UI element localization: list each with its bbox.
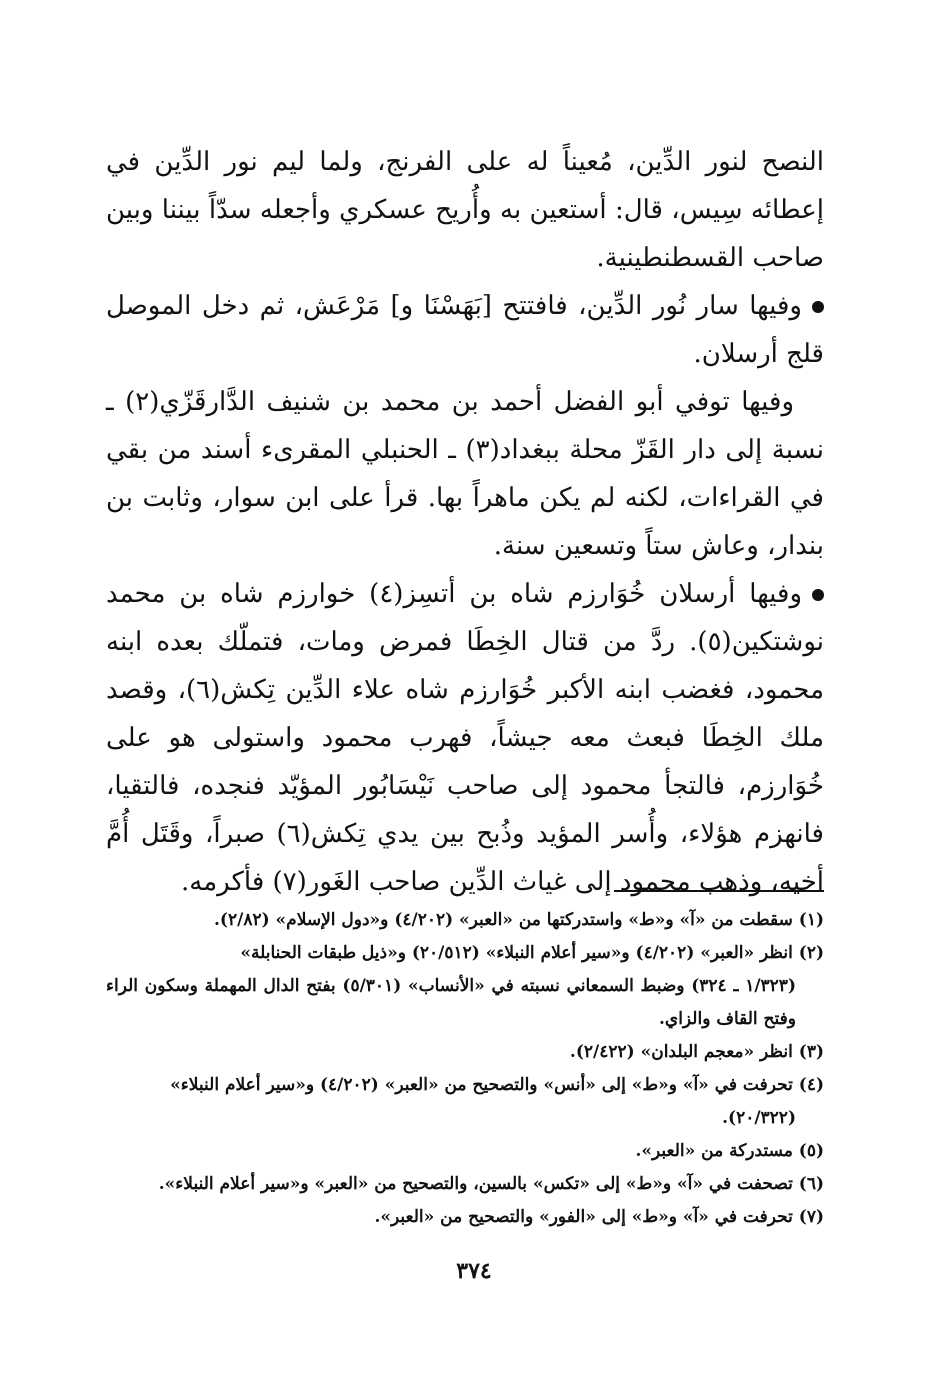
footnote: (٤) تحرفت في «آ» و«ط» إلى «أنس» والتصحيح من «العبر» (٤/٢٠٢) و«سير أعلام النبلاء» xyxy=(170,1075,824,1095)
paragraph xyxy=(106,282,824,378)
footnote: (٣) انظر «معجم البلدان» (٢/٤٢٢). xyxy=(569,1042,824,1062)
paragraph-text: وفيها توفي أبو الفضل أحمد بن محمد بن شنيف الدَّارقَزّي(٢) ـ نسبة إلى دار القَزّ محلة ببغداد(٣) ـ الحنبلي المقرىء أسند من بقي في القراءات، لكنه لم يكن ماهراً بها. قرأ على ابن سوار، وثابت بن بندار، وعاش ستاً وتسعين سنة. xyxy=(106,387,824,561)
footnote: (٧) تحرفت في «آ» و«ط» إلى «الفور» والتصحيح من «العبر». xyxy=(374,1207,824,1227)
paragraph-text: وفيها أرسلان خُوَارزم شاه بن أتسِز(٤) خوارزم شاه بن محمد نوشتكين(٥). ردَّ من قتال الخِطَا فمرض ومات، فتملّك بعده ابنه محمود، فغضب ابنه الأكبر خُوَارزم شاه علاء الدِّين تِكش(٦)، وقصد ملك الخِطَا فبعث معه جيشاً، فهرب محمود واستولى هو على خُوَارزم، فالتجأ محمود إلى صاحب نَيْسَابُور المؤيّد فنجده، فالتقيا، فانهزم هؤلاء، وأُسر المؤيد وذُبح بين يدي تِكش(٦) صبراً، وقَتَل أُمَّ أخيه، وذهب محمود إلى غياث الدِّين صاحب الغَور(٧) فأكرمه. xyxy=(106,579,824,897)
footnote: (٥) مستدركة من «العبر». xyxy=(635,1141,824,1161)
paragraph-text: النصح لنور الدِّين، مُعيناً له على الفرنج، ولما ليم نور الدِّين في إعطائه سِيس، قال: أستعين به وأُريح عسكري وأجعله سدّاً بيننا وبين صاحب القسطنطينية. xyxy=(106,147,824,273)
bullet-icon xyxy=(812,589,824,601)
footnote: (٦) تصحفت في «آ» و«ط» إلى «تكس» بالسين، والتصحيح من «العبر» و«سير أعلام النبلاء». xyxy=(158,1174,824,1194)
page-number: ٣٧٤ xyxy=(456,1258,492,1284)
footnote: (١) سقطت من «آ» و«ط» واستدركتها من «العبر» (٤/٢٠٢) و«دول الإسلام» (٢/٨٢). xyxy=(214,910,824,930)
footnote-continuation: (١/٣٢٣ ـ ٣٢٤) وضبط السمعاني نسبته في «الأنساب» (٥/٣٠١) بفتح الدال المهملة وسكون الراء وفتح القاف والزاي. xyxy=(106,976,796,1029)
footnote-continuation: (٢٠/٣٢٢). xyxy=(722,1108,796,1128)
footnote: (٢) انظر «العبر» (٤/٢٠٢) و«سير أعلام النبلاء» (٢٠/٥١٢) و«ذيل طبقات الحنابلة» xyxy=(240,943,824,963)
paragraph xyxy=(106,570,824,906)
paragraph-text: وفيها سار نُور الدِّين، فافتتح [بَهَسْنَا و] مَرْعَش، ثم دخل الموصل قلج أرسلان. xyxy=(106,291,824,369)
footnotes xyxy=(106,904,824,1234)
paragraph xyxy=(106,138,824,282)
bullet-icon xyxy=(812,301,824,313)
paragraph xyxy=(106,378,824,570)
page-content xyxy=(106,138,824,1227)
main-text xyxy=(106,138,824,906)
footnote-divider xyxy=(614,890,824,892)
